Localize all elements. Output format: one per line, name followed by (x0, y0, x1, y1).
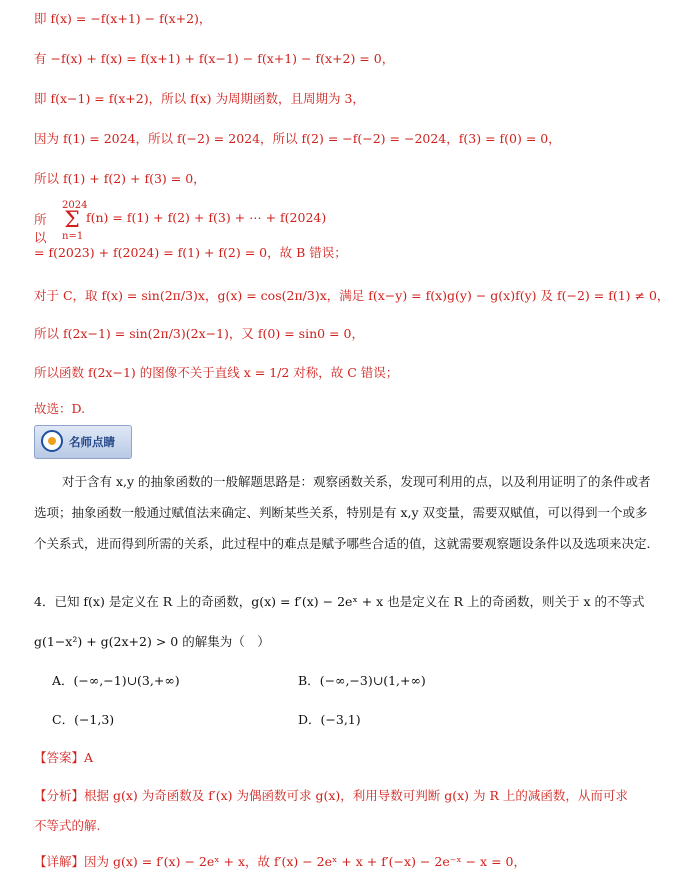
target-icon (41, 430, 63, 452)
analysis-text: 根据 g(x) 为奇函数及 f′(x) 为偶函数可求 g(x)，利用导数可判断 g(x) 为 R 上的减函数，从而可求 (84, 788, 628, 803)
solution-line-3: 即 f(x−1) = f(x+2)，所以 f(x) 为周期函数，且周期为 3， (34, 91, 365, 106)
sum-upper-limit: 2024 (62, 200, 88, 211)
solution-line-5: 所以 f(1) + f(2) + f(3) = 0， (34, 171, 206, 186)
summation-sign (62, 200, 88, 242)
question-line-2: g(1−x²) + g(2x+2) > 0 的解集为（ ） (34, 634, 270, 649)
option-c-value: (−1,3) (74, 712, 115, 727)
option-d-value: (−3,1) (320, 712, 361, 727)
solution-line-10: 故选：D. (34, 401, 86, 416)
detail-line (34, 853, 526, 871)
detail-tag: 【详解】 (34, 854, 85, 869)
solution-line-6: = f(2023) + f(2024) = f(1) + f(2) = 0，故 B 错误； (34, 245, 347, 260)
tip-badge (34, 425, 132, 459)
option-d-label: D． (298, 712, 321, 727)
sum-body: f(n) = f(1) + f(2) + f(3) + ⋯ + f(2024) (86, 210, 327, 225)
answer-value: A (84, 750, 94, 765)
tip-badge-label: 名师点睛 (69, 435, 115, 449)
detail-text: 因为 g(x) = f′(x) − 2eˣ + x，故 f′(x) − 2eˣ + x + f′(−x) − 2e⁻ˣ − x = 0， (84, 854, 526, 869)
solution-line-4: 因为 f(1) = 2024，所以 f(−2) = 2024，所以 f(2) = −f(−2) = −2024，f(3) = f(0) = 0， (34, 131, 561, 146)
analysis-line-2: 不等式的解. (34, 818, 101, 833)
question-line-1: 4．已知 f(x) 是定义在 R 上的奇函数，g(x) = f′(x) − 2eˣ + x 也是定义在 R 上的奇函数，则关于 x 的不等式 (34, 594, 645, 609)
sigma-icon: Σ (64, 208, 80, 233)
option-b (298, 672, 426, 690)
option-c-label: C． (52, 712, 75, 727)
sum-prefix: 所以 (34, 212, 47, 245)
option-a-value: (−∞,−1)∪(3,+∞) (73, 673, 180, 688)
option-a-label: A． (52, 673, 74, 688)
analysis-line-1 (34, 787, 628, 805)
option-b-label: B． (298, 673, 320, 688)
solution-line-7: 对于 C，取 f(x) = sin(2π/3)x，g(x) = cos(2π/3)x，满足 f(x−y) = f(x)g(y) − g(x)f(y) 及 f(−2) = f(1) ≠ 0， (34, 288, 670, 303)
solution-line-8: 所以 f(2x−1) = sin(2π/3)(2x−1)，又 f(0) = sin0 = 0， (34, 326, 364, 341)
option-d (298, 711, 361, 729)
solution-line-9: 所以函数 f(2x−1) 的图像不关于直线 x = 1/2 对称，故 C 错误； (34, 365, 399, 380)
option-c (52, 711, 114, 729)
sum-lower-limit: n=1 (62, 231, 84, 242)
answer-tag: 【答案】 (34, 750, 85, 765)
solution-line-1: 即 f(x) = −f(x+1) − f(x+2)， (34, 11, 212, 26)
option-a (52, 672, 180, 690)
analysis-tag: 【分析】 (34, 788, 85, 803)
option-b-value: (−∞,−3)∪(1,+∞) (319, 673, 426, 688)
answer-line (34, 749, 93, 767)
solution-line-2: 有 −f(x) + f(x) = f(x+1) + f(x−1) − f(x+1) − f(x+2) = 0， (34, 51, 395, 66)
tip-paragraph: 对于含有 x,y 的抽象函数的一般解题思路是：观察函数关系，发现可利用的点，以及利用证明了的条件或者选项；抽象函数一般通过赋值法来确定、判断某些关系，特别是有 x,y 双变量，需要双赋值，可以得到一个或多个关系式，进而得到所需的关系，此过程中的难点是赋予哪些合适的值，这就需要观察题设条件以及选项来决定. (34, 474, 651, 551)
